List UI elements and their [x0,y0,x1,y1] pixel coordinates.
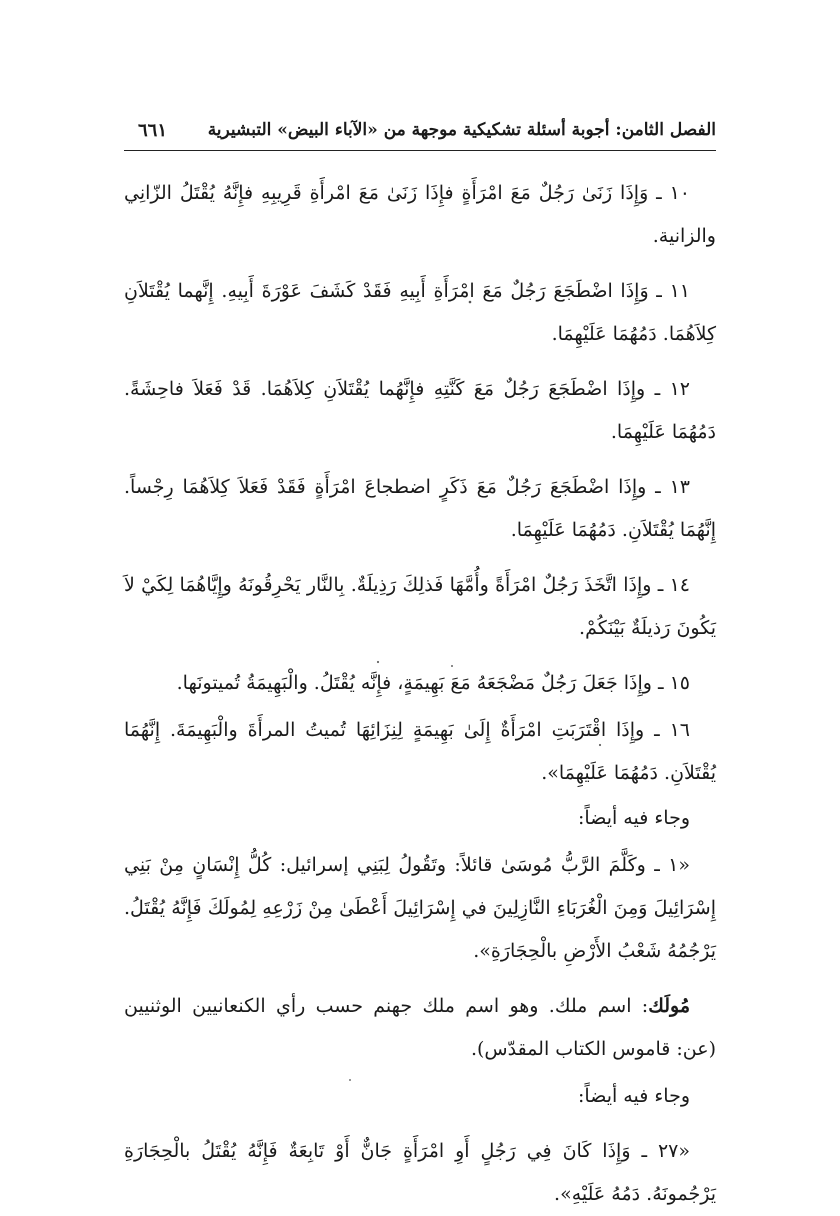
molech-definition: : اسم ملك. وهو اسم ملك جهنم حسب رأي الكنعانيين الوثنيين (عن: قاموس الكتاب المقدّس). [124,995,716,1060]
verse-16: ١٦ ـ وإِذَا اقْتَرَبَتِ امْرَأَةٌ إِلَىٰ بَهِيمَةٍ لِنِزَائِهَا تُميتُ المرأَةَ والْبَهِيمَةَ. إِنَّهُمَا يُقْتَلاَنِ. دَمُهُمَا عَلَيْهِمَا». [124,719,716,784]
verse-15: ١٥ ـ وإِذَا جَعَلَ رَجُلٌ مَضْجَعَهُ مَعَ بَهِيمَةٍ، فإِنَّه يُقْتَلُ. والْبَهِيمَةُ تُميتونَها. [176,672,690,694]
running-head: الفصل الثامن: أجوبة أسئلة تشكيكية موجهة من «الآباء البيض» التبشيرية [207,120,716,140]
verse-10: ١٠ ـ وَإِذَا زَنَىٰ رَجُلٌ مَعَ امْرَأَةٍ فإِذَا زَنَىٰ مَعَ امْرأَةِ قَرِيبِهِ فإِنَّهُ يُقْتَلُ الزّانِي والزانية. [124,182,716,247]
body-text [124,172,716,1216]
verse-11: ١١ ـ وَإِذَا اضْطَجَعَ رَجُلٌ مَعَ امْرَأَةِ أَبِيهِ فَقَدْ كَشَفَ عَوْرَةَ أَبِيهِ. إِنَّهما يُقْتَلاَنِ كِلاَهُمَا. دَمُهُمَا عَلَيْهِمَا. [124,280,716,345]
molech-note [124,985,716,1071]
molech-term: مُولَك [648,995,690,1017]
verse-14: ١٤ ـ وإِذَا اتَّخَذَ رَجُلٌ امْرَأَةً وأُمَّهَا فَذلِكَ رَذِيلَةٌ. بِالنَّار يَحْرِقُونَهُ وإِيَّاهُمَا لِكَيْ لاَ يَكُونَ رَذيلَةٌ بَيْنَكُمْ. [124,574,716,639]
page-number: ٦٦١ [138,120,168,141]
verse-27-quote: «٢٧ ـ وَإِذَا كَانَ فِي رَجُلٍ أَوِ امْرَأَةٍ جَانٌّ أَوْ تَابِعَةٌ فَإِنَّهُ يُقْتَلُ بالْحِجَارَةِ يَرْجُمونَهُ. دَمُهُ عَلَيْهِ». [124,1140,716,1205]
also-mentioned-heading-2: وجاء فيه أيضاً: [578,1085,690,1107]
verse-12: ١٢ ـ وإِذَا اضْطَجَعَ رَجُلٌ مَعَ كَنَّتِهِ فإِنَّهُما يُقْتَلاَنِ كِلاَهُمَا. قَدْ فَعَلاَ فاحِشَةً. دَمُهُمَا عَلَيْهِمَا. [124,378,716,443]
verse-1-quote: «١ ـ وكَلَّمَ الرَّبُّ مُوسَىٰ قائلاً: وتَقُولُ لِبَنِي إسرائيل: كُلُّ إِنْسَانٍ مِنْ بَنِي إِسْرَائِيلَ وَمِنَ الْغُرَبَاءِ النَّازِلِينَ في إِسْرَائِيلَ أَعْطَىٰ مِنْ زَرْعِهِ لِمُولَكَ فَإِنَّهُ يُقْتَلُ. يَرْجُمُهُ شَعْبُ الأَرْضِ بالْحِجَارَةِ». [124,854,716,962]
page-header [124,116,716,151]
also-mentioned-heading: وجاء فيه أيضاً: [578,807,690,829]
verse-13: ١٣ ـ وإِذَا اضْطَجَعَ رَجُلٌ مَعَ ذَكَرٍ اضطجاعَ امْرَأَةٍ فَقَدْ فَعَلاَ كِلاَهُمَا رِجْساً. إِنَّهُمَا يُقْتَلاَنِ. دَمُهُمَا عَلَيْهِمَا. [124,476,716,541]
